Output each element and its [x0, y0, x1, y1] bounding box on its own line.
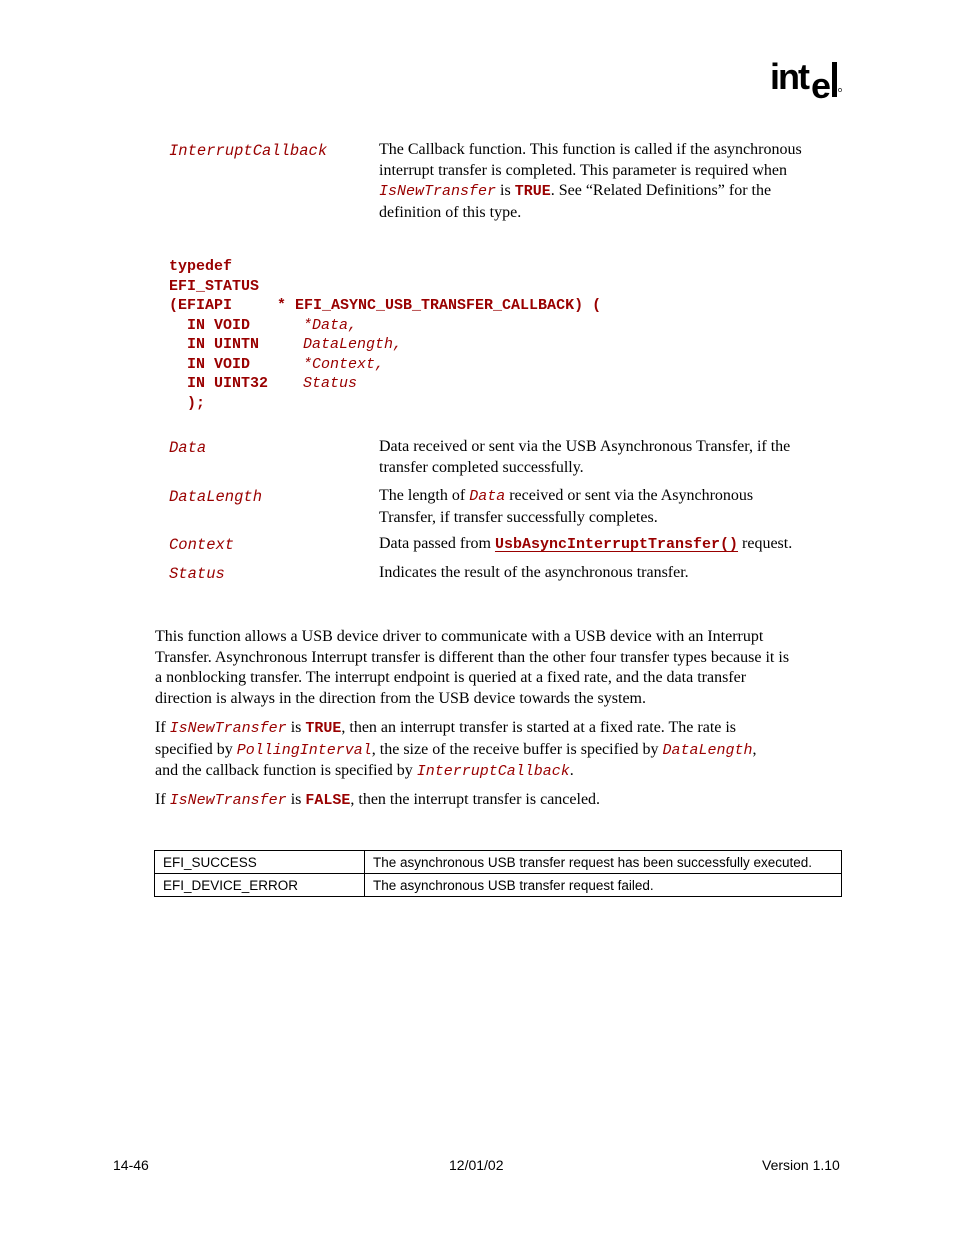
code-line: ); [169, 394, 206, 412]
footer-version: Version 1.10 [762, 1157, 840, 1173]
paragraph-line [155, 718, 855, 740]
arg-type: IN VOID [169, 355, 251, 373]
paragraph-line: This function allows a USB device driver to communicate with a USB device with an Interrupt [155, 628, 764, 645]
text: and the callback function is specified by [155, 762, 417, 779]
inline-code: DataLength [662, 741, 753, 759]
description-paragraph-2 [155, 718, 855, 783]
desc-line: interrupt transfer is completed. This parameter is required when [379, 161, 788, 179]
code-arg-line [169, 316, 601, 336]
text: , the size of the receive buffer is specified by [371, 740, 663, 758]
inline-code: IsNewTransfer [169, 792, 287, 809]
text: The length of [379, 487, 470, 504]
paragraph-line [155, 740, 855, 762]
arg-name: *Context, [303, 355, 385, 373]
text: If [155, 719, 170, 736]
text: Data passed from [379, 535, 495, 552]
inline-code: IsNewTransfer [379, 183, 497, 200]
text: , then the interrupt transfer is canceled. [350, 791, 601, 808]
arg-name: Status [303, 375, 358, 392]
text: received or sent via the Asynchronous [505, 487, 754, 504]
param-name-data: Data [169, 439, 207, 457]
status-code-cell: EFI_DEVICE_ERROR [155, 874, 365, 897]
text: , then an interrupt transfer is started at a fixed rate. The rate is [341, 719, 737, 736]
arg-name: *Data, [303, 316, 358, 334]
paragraph-line [155, 761, 855, 783]
status-code-cell: EFI_SUCCESS [155, 851, 365, 874]
description-paragraph-1 [155, 627, 855, 709]
svg-text:int: int [770, 56, 808, 97]
param-name-status: Status [169, 565, 225, 583]
text: request. [738, 535, 793, 552]
desc-line: Transfer, if transfer successfully completes. [379, 508, 658, 526]
description-paragraph-3 [155, 790, 855, 812]
paragraph-line: a nonblocking transfer. The interrupt endpoint is queried at a fixed rate, and the data transfer [155, 669, 747, 686]
code-arg-line [169, 355, 601, 375]
status-desc-cell: The asynchronous USB transfer request failed. [365, 874, 842, 897]
arg-type: IN UINT32 [169, 375, 269, 392]
param-name-interrupt-callback: InterruptCallback [169, 142, 328, 160]
param-name-context: Context [169, 536, 235, 554]
table-row [155, 874, 842, 897]
inline-code: PollingInterval [236, 741, 372, 759]
desc-line: The Callback function. This function is called if the asynchronous [379, 141, 802, 158]
desc-line: Data received or sent via the USB Asynchronous Transfer, if the [379, 438, 791, 455]
arg-type: IN UINTN [169, 336, 260, 353]
inline-bold-code: TRUE [514, 183, 551, 200]
inline-code: IsNewTransfer [169, 720, 287, 737]
status-desc-cell: The asynchronous USB transfer request has been successfully executed. [365, 851, 842, 874]
status-codes-table [154, 850, 842, 897]
text: is [496, 182, 515, 199]
inline-code: Data [469, 488, 506, 505]
text: . [569, 762, 574, 779]
param-desc-data [379, 437, 849, 478]
paragraph-line: Transfer. Asynchronous Interrupt transfer is different than the other four transfer types because it is [155, 648, 790, 666]
text: , [752, 740, 757, 758]
text: is [286, 719, 306, 736]
text: If [155, 791, 170, 808]
intel-logo [769, 56, 844, 104]
inline-bold-code: TRUE [305, 720, 342, 737]
arg-name: DataLength, [303, 336, 403, 353]
code-arg-line [169, 374, 601, 394]
code-line: EFI_STATUS [169, 277, 260, 295]
code-arg-line [169, 335, 601, 355]
svg-text:e: e [811, 65, 832, 104]
code-line: (EFIAPI * EFI_ASYNC_USB_TRANSFER_CALLBACK) ( [169, 297, 602, 314]
paragraph-line: direction is always in the direction from the USB device towards the system. [155, 689, 646, 707]
arg-type: IN VOID [169, 316, 251, 334]
desc-line [379, 486, 849, 508]
inline-bold-code: FALSE [305, 792, 351, 809]
desc-line [379, 181, 849, 203]
text: is [286, 791, 306, 808]
param-desc-context [379, 534, 849, 556]
param-desc-interrupt-callback [379, 140, 849, 223]
typedef-block [169, 257, 601, 413]
text: . See “Related Definitions” for the [550, 182, 772, 199]
inline-code: InterruptCallback [416, 763, 570, 780]
text: specified by [155, 740, 237, 758]
param-desc-status: Indicates the result of the asynchronous transfer. [379, 564, 689, 581]
desc-line: transfer completed successfully. [379, 458, 584, 476]
desc-line: definition of this type. [379, 203, 522, 221]
param-desc-data-length [379, 486, 849, 528]
code-line: typedef [169, 258, 233, 275]
table-row [155, 851, 842, 874]
param-name-data-length: DataLength [169, 488, 263, 506]
footer-date: 12/01/02 [449, 1157, 504, 1173]
usb-async-interrupt-transfer-link[interactable]: UsbAsyncInterruptTransfer() [494, 536, 739, 553]
footer-page-number: 14-46 [113, 1157, 149, 1173]
